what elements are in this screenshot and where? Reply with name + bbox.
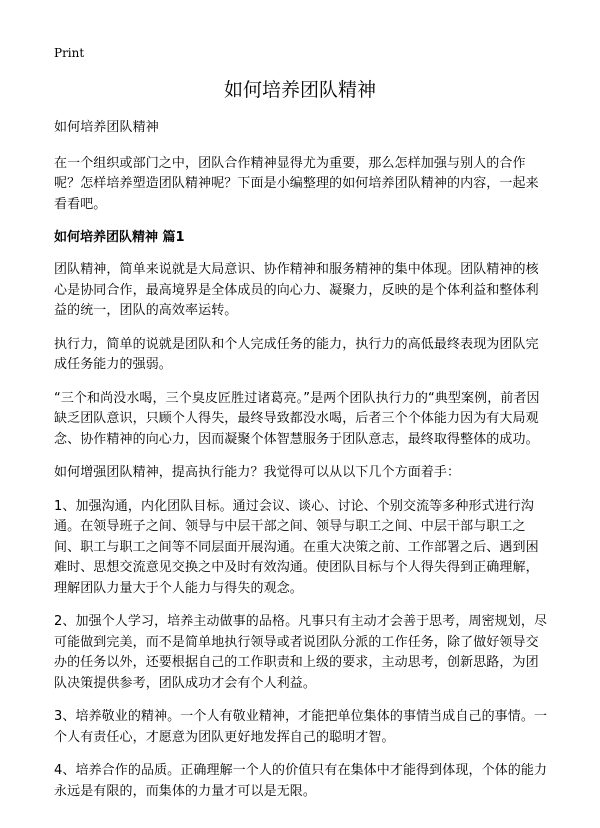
paragraph-point-4: 4、培养合作的品质。正确理解一个人的价值只有在集体中才能得到体现，个体的能力永远是有限的，而集体的力量才可以是无限。 (54, 763, 548, 799)
intro-paragraph: 在一个组织或部门之中，团队合作精神显得尤为重要，那么怎样加强与别人的合作呢？怎样培养塑造团队精神呢？下面是小编整理的如何培养团队精神的内容，一起来看看吧。 (54, 155, 539, 212)
paragraph-point-3: 3、培养敬业的精神。一个人有敬业精神，才能把单位集体的事情当成自己的事情。一个人有责任心，才愿意为团队更好地发挥自己的聪明才智。 (54, 709, 548, 745)
page-title: 如何培养团队精神 (223, 79, 376, 101)
paragraph-team-spirit: 团队精神，简单来说就是大局意识、协作精神和服务精神的集中体现。团队精神的核心是协同合作，最高境界是全体成员的向心力、凝聚力，反映的是个体利益和整体利益的统一，团队的高效率运转。 (54, 262, 539, 318)
paragraph-point-1: 1、加强沟通，内化团队目标。通过会议、谈心、讨论、个别交流等多种形式进行沟通。在领导班子之间、领导与中层干部之间、领导与职工之间、中层干部与职工之间、职工与职工之间等不同层面开展沟通。在重大决策之前、工作部署之后、遇到困难时、思想交流意见交换之中及时有效沟通。使团队目标与个人得失得到正确理解，理解团队力量大于个人能力与得失的观念。 (54, 498, 539, 596)
print-link[interactable]: Print (54, 46, 85, 60)
article-subtitle: 如何培养团队精神 (54, 120, 159, 135)
article-body (54, 118, 550, 815)
section-heading: 如何培养团队精神 篇1 (54, 230, 185, 245)
paragraph-question: 如何增强团队精神，提高执行能力？我觉得可以从以下几个方面着手： (54, 465, 461, 480)
paragraph-execution: 执行力，简单的说就是团队和个人完成任务的能力，执行力的高低最终表现为团队完成任务能力的强弱。 (54, 336, 539, 372)
paragraph-monks-example: “三个和尚没水喝，三个臭皮匠胜过诸葛亮。”是两个团队执行力的“典型案例，前者因缺乏团队意识，只顾个人得失，最终导致都没水喝，后者三个个体能力因为有大局观念、协作精神的向心力，因而凝聚个体智慧服务于团队意志，最终取得整体的成功。 (54, 390, 540, 447)
paragraph-point-2: 2、加强个人学习，培养主动做事的品格。凡事只有主动才会善于思考，周密规划，尽可能做到完美，而不是简单地执行领导或者说团队分派的工作任务，除了做好领导交办的任务以外，还要根据自己的工作职责和上级的要求，主动思考，创新思路，为团队决策提供参考，团队成功才会有个人利益。 (54, 614, 548, 691)
